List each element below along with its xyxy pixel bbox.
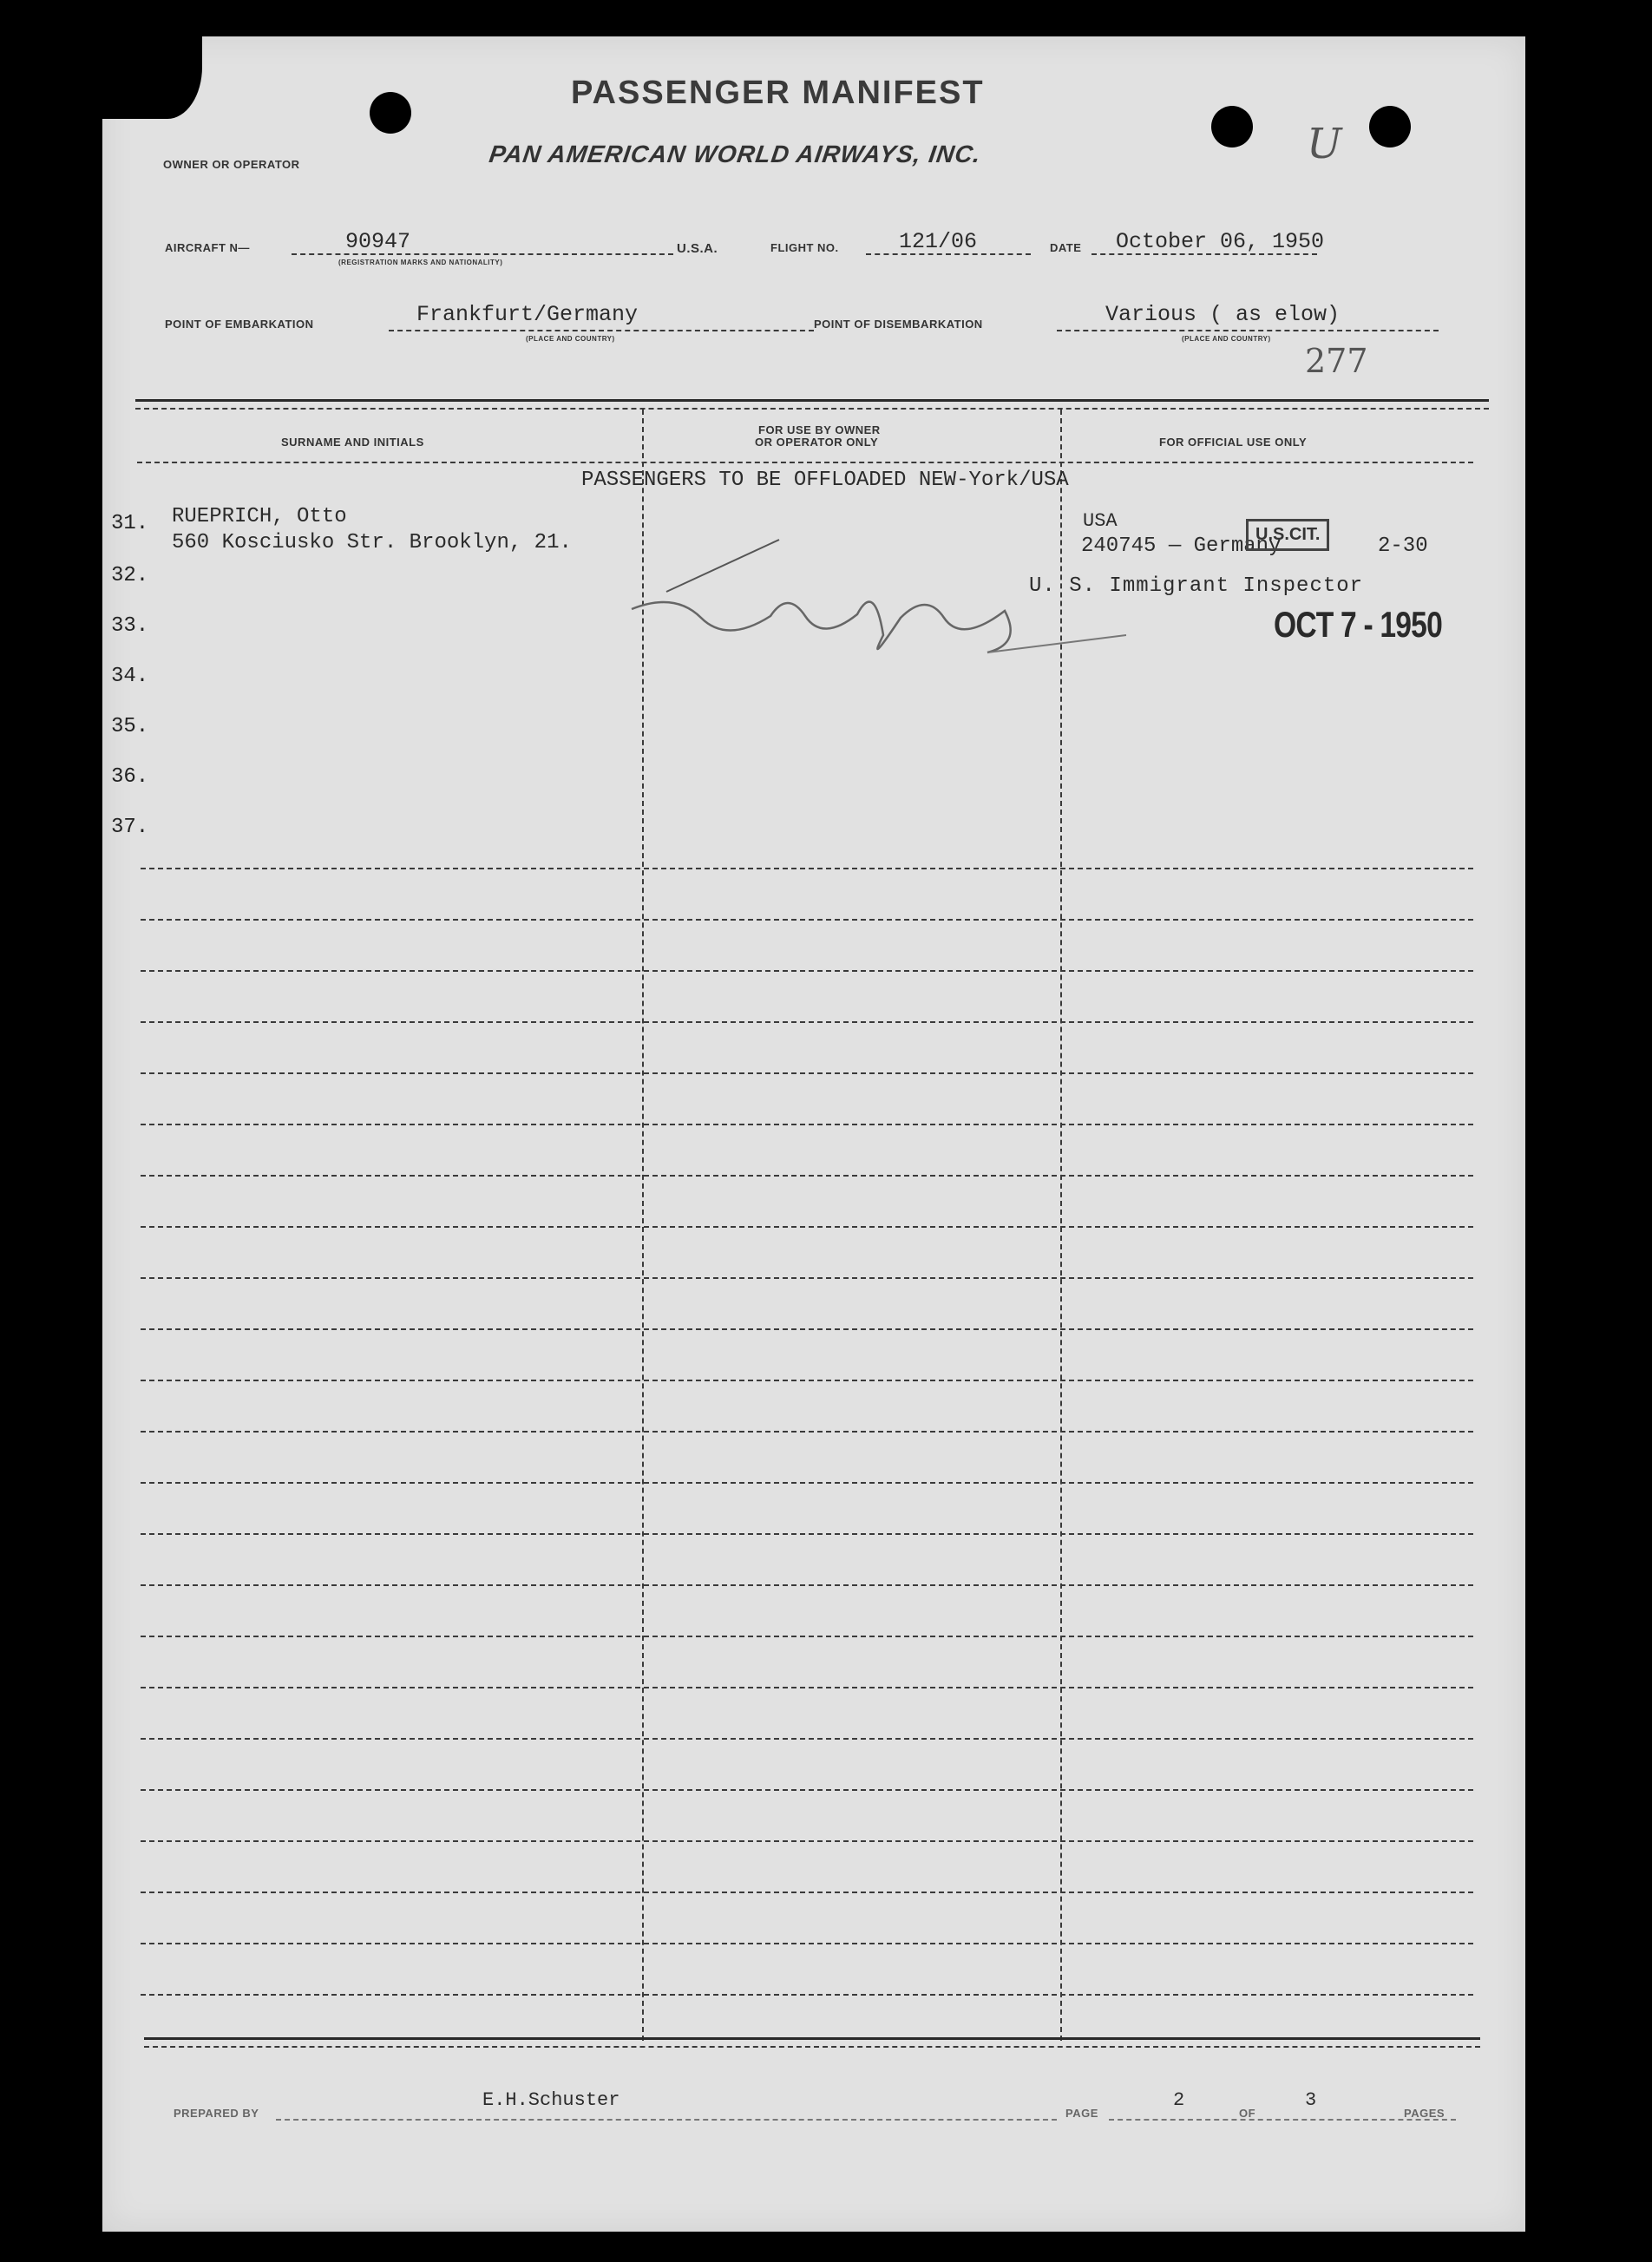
owner-label: OWNER OR OPERATOR <box>163 158 300 171</box>
aircraft-sub: (REGISTRATION MARKS AND NATIONALITY) <box>338 259 503 266</box>
table-row-rule <box>141 1175 1473 1177</box>
table-row-rule <box>141 868 1473 869</box>
status-stamp-box: U.S.CIT. <box>1246 519 1329 551</box>
prepared-line <box>276 2119 1057 2121</box>
row-number: 37. <box>111 816 149 839</box>
col-owner-header-1: FOR USE BY OWNER <box>758 423 881 436</box>
disembark-sub: (PLACE AND COUNTRY) <box>1182 335 1271 343</box>
passenger-name: RUEPRICH, Otto <box>172 505 347 528</box>
inspector-signature <box>571 505 1126 670</box>
row-number: 33. <box>111 614 149 638</box>
table-row-rule <box>141 1636 1473 1637</box>
table-row-rule <box>141 1226 1473 1228</box>
row-number: 32. <box>111 564 149 587</box>
table-row-rule <box>141 1124 1473 1125</box>
date-stamp: OCT 7 - 1950 <box>1274 604 1442 645</box>
page-title: PASSENGER MANIFEST <box>571 75 985 111</box>
prepared-label: PREPARED BY <box>174 2107 259 2120</box>
inspector-line: U. S. Immigrant Inspector <box>1029 574 1364 598</box>
table-row-rule <box>141 1431 1473 1433</box>
table-row-rule <box>141 1738 1473 1740</box>
disembark-label: POINT OF DISEMBARKATION <box>814 318 983 331</box>
date-value: October 06, 1950 <box>1116 229 1325 254</box>
aircraft-label: AIRCRAFT N— <box>165 241 250 254</box>
header-rule-2 <box>135 408 1489 410</box>
table-row-rule <box>141 1687 1473 1688</box>
official-line-1: USA <box>1083 510 1118 532</box>
page-label: PAGE <box>1065 2107 1098 2120</box>
table-row-rule <box>141 1840 1473 1842</box>
table-row-rule <box>141 919 1473 921</box>
official-line-2: 240745 — Germany <box>1081 534 1282 558</box>
punch-hole <box>1211 106 1253 148</box>
operator-name: PAN AMERICAN WORLD AIRWAYS, INC. <box>487 141 983 167</box>
table-row-rule <box>141 1072 1473 1074</box>
pages-label: PAGES <box>1404 2107 1446 2120</box>
flight-no-value: 121/06 <box>899 229 978 254</box>
aircraft-value: 90947 <box>345 229 411 254</box>
embark-label: POINT OF EMBARKATION <box>165 318 314 331</box>
punch-hole <box>370 92 411 134</box>
handwritten-number: 277 <box>1305 342 1368 380</box>
row-number: 36. <box>111 765 149 789</box>
footer-rule <box>144 2037 1480 2040</box>
of-label: OF <box>1239 2107 1256 2120</box>
embark-value: Frankfurt/Germany <box>416 302 639 327</box>
of-value: 3 <box>1305 2089 1317 2111</box>
row-number: 34. <box>111 665 149 688</box>
flight-no-label: FLIGHT NO. <box>770 241 839 254</box>
table-row-rule <box>141 1277 1473 1279</box>
table-row-rule <box>141 1482 1473 1484</box>
table-row-rule <box>141 970 1473 972</box>
table-row-rule <box>141 1584 1473 1586</box>
punch-hole <box>1369 106 1411 148</box>
row-number: 35. <box>111 715 149 738</box>
footer-rule-2 <box>144 2046 1480 2048</box>
embark-sub: (PLACE AND COUNTRY) <box>526 335 615 343</box>
official-line-3: 2-30 <box>1378 534 1428 558</box>
disembark-line <box>1057 330 1439 331</box>
table-row-rule <box>141 1021 1473 1023</box>
table-row-rule <box>141 1994 1473 1996</box>
table-row-rule <box>141 1943 1473 1944</box>
table-row-rule <box>141 1380 1473 1381</box>
corner-mark: U <box>1307 120 1342 168</box>
table-row-rule <box>141 1789 1473 1791</box>
date-label: DATE <box>1050 241 1082 254</box>
row-number: 31. <box>111 512 149 535</box>
page-value: 2 <box>1173 2089 1185 2111</box>
table-row-rule <box>141 1533 1473 1535</box>
usa-label: U.S.A. <box>677 241 718 256</box>
table-row-rule <box>141 1892 1473 1893</box>
col-header-rule <box>137 462 1473 463</box>
table-row-rule <box>141 1328 1473 1330</box>
col-official-header: FOR OFFICIAL USE ONLY <box>1159 436 1308 449</box>
col-owner-header-2: OR OPERATOR ONLY <box>755 436 879 449</box>
embark-line <box>389 330 814 331</box>
disembark-value: Various ( as elow) <box>1105 302 1341 327</box>
col-surname-header: SURNAME AND INITIALS <box>281 436 424 449</box>
offload-heading: PASSENGERS TO BE OFFLOADED NEW-York/USA <box>581 469 1069 492</box>
manifest-sheet <box>102 36 1525 2232</box>
passenger-address: 560 Kosciusko Str. Brooklyn, 21. <box>172 531 572 554</box>
prepared-value: E.H.Schuster <box>482 2089 620 2111</box>
header-rule <box>135 399 1489 402</box>
torn-corner <box>102 36 202 119</box>
